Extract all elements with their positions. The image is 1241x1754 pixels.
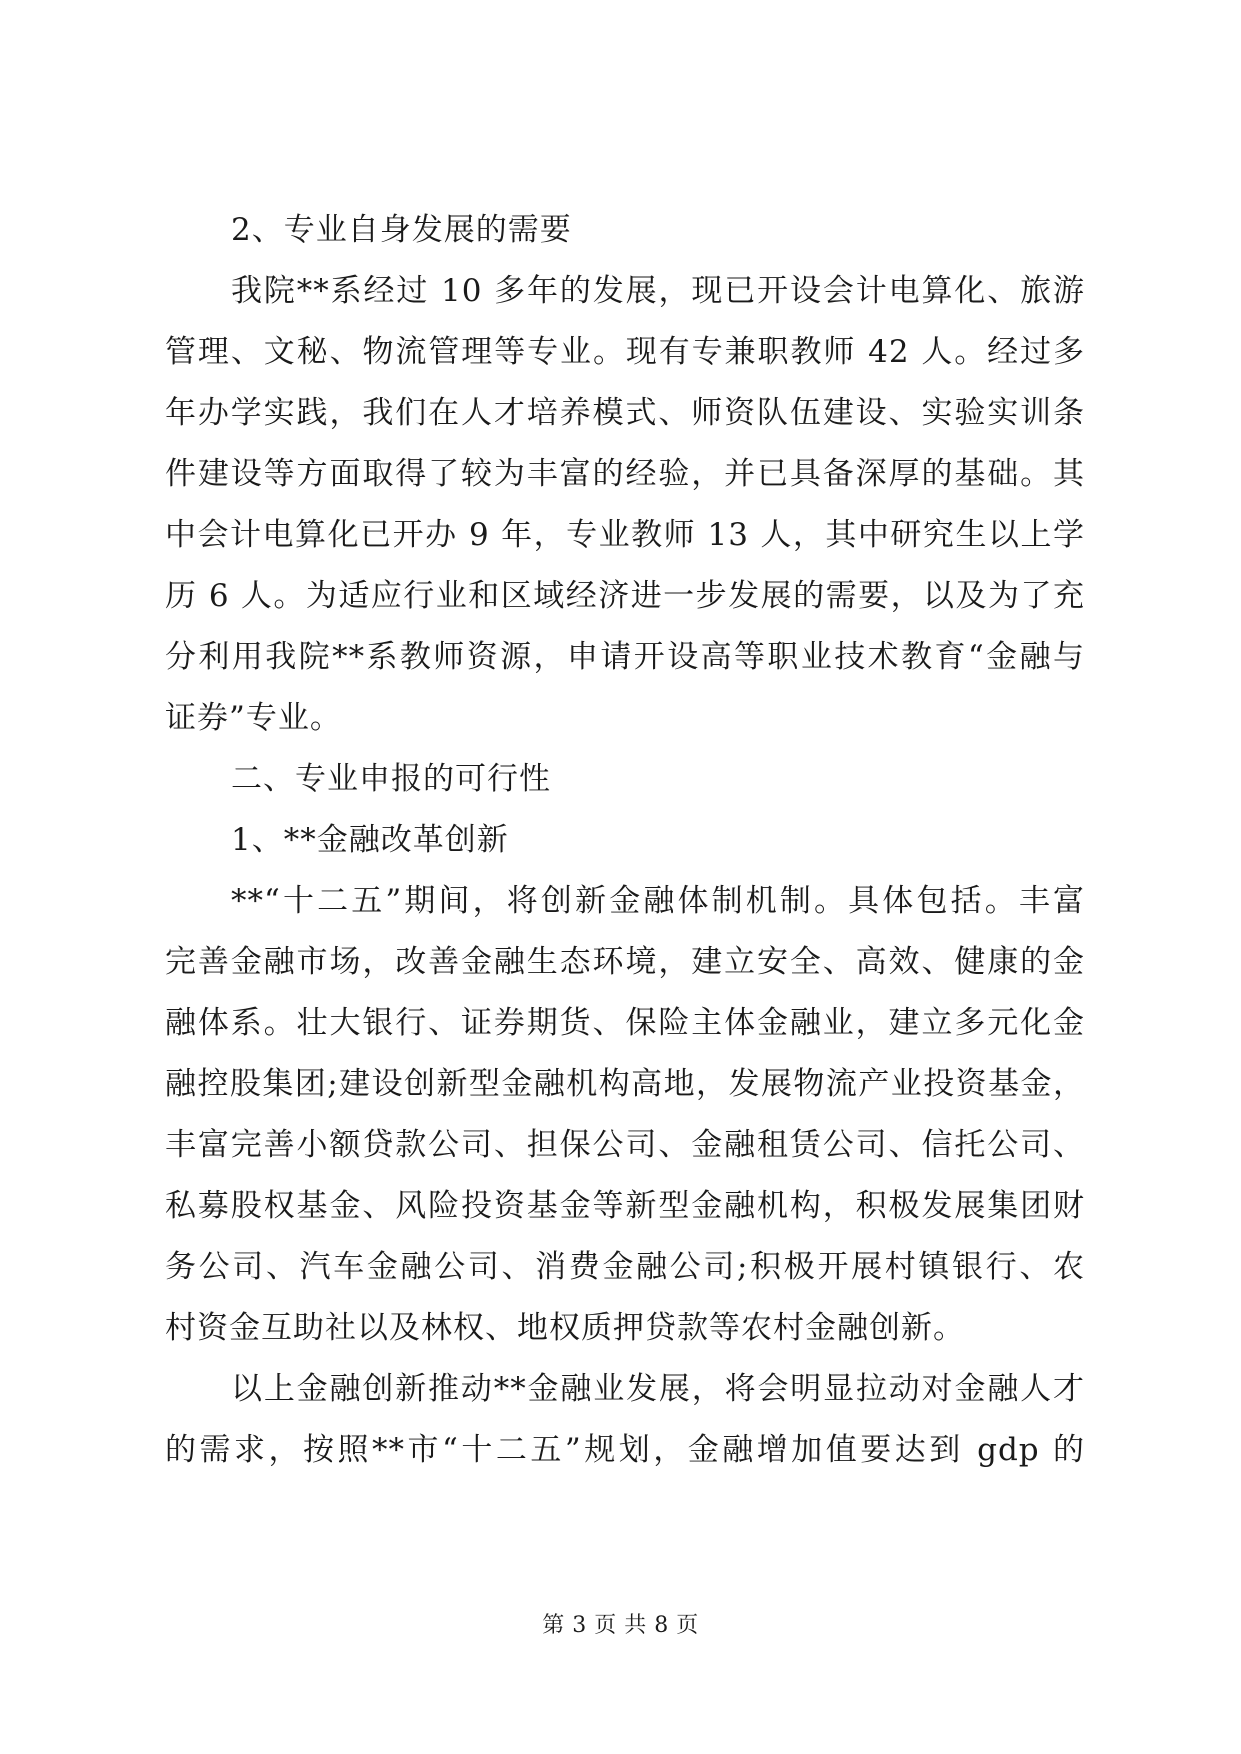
text-line: 管理、文秘、物流管理等专业。现有专兼职教师 42 人。经过多 xyxy=(165,334,1085,370)
text-line: 分利用我院**系教师资源，申请开设高等职业技术教育“金融与 xyxy=(165,639,1085,675)
text-line: 我院**系经过 10 多年的发展，现已开设会计电算化、旅游 xyxy=(231,273,1085,309)
text-line: 2、专业自身发展的需要 xyxy=(231,212,572,248)
text-line: 中会计电算化已开办 9 年，专业教师 13 人，其中研究生以上学 xyxy=(165,517,1085,553)
text-line: 完善金融市场，改善金融生态环境，建立安全、高效、健康的金 xyxy=(165,944,1085,980)
text-line: 的需求，按照**市“十二五”规划，金融增加值要达到 gdp 的 xyxy=(165,1432,1085,1468)
text-line: **“十二五”期间，将创新金融体制机制。具体包括。丰富 xyxy=(231,883,1085,919)
text-line: 证券”专业。 xyxy=(165,700,342,736)
text-line: 件建设等方面取得了较为丰富的经验，并已具备深厚的基础。其 xyxy=(165,456,1085,492)
text-line: 二、专业申报的可行性 xyxy=(231,761,551,797)
text-line: 村资金互助社以及林权、地权质押贷款等农村金融创新。 xyxy=(165,1310,965,1346)
text-line: 融体系。壮大银行、证券期货、保险主体金融业，建立多元化金 xyxy=(165,1005,1085,1041)
document-body xyxy=(165,200,1085,1481)
text-line: 年办学实践，我们在人才培养模式、师资队伍建设、实验实训条 xyxy=(165,395,1085,431)
text-line: 务公司、汽车金融公司、消费金融公司;积极开展村镇银行、农 xyxy=(165,1249,1085,1285)
page-footer: 第 3 页 共 8 页 xyxy=(542,1613,699,1638)
text-line: 融控股集团;建设创新型金融机构高地，发展物流产业投资基金， xyxy=(165,1066,1085,1102)
text-line: 私募股权基金、风险投资基金等新型金融机构，积极发展集团财 xyxy=(165,1188,1085,1224)
text-line: 以上金融创新推动**金融业发展，将会明显拉动对金融人才 xyxy=(231,1371,1085,1407)
text-line: 历 6 人。为适应行业和区域经济进一步发展的需要，以及为了充 xyxy=(165,578,1085,614)
text-line: 丰富完善小额贷款公司、担保公司、金融租赁公司、信托公司、 xyxy=(165,1127,1085,1163)
text-line: 1、**金融改革创新 xyxy=(231,822,509,858)
